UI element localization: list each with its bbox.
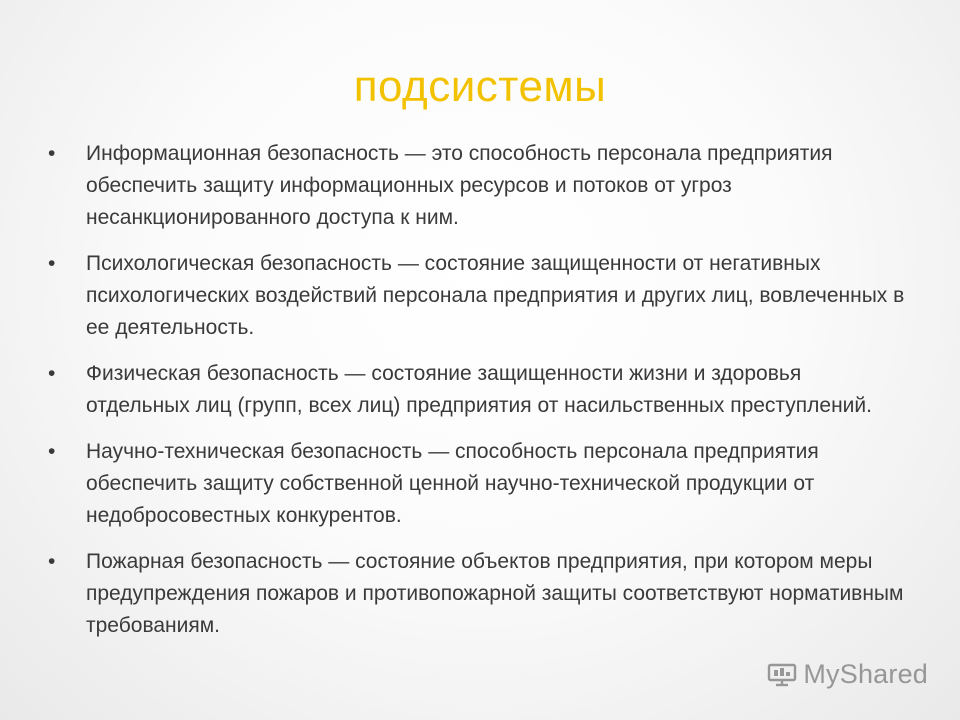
bullet-marker: • (48, 362, 56, 385)
presentation-board-icon (767, 663, 797, 687)
slide-title: подсистемы (353, 62, 607, 111)
bullet-marker: • (48, 252, 56, 275)
bullet-list (48, 138, 908, 656)
bullet-text: Информационная безопасность — это способность персонала предприятия обеспечить защиту информационных ресурсов и потоков от угроз несанкционированного доступа к ним. (86, 142, 833, 229)
bullet-marker: • (48, 440, 56, 463)
bullet-text: Научно-техническая безопасность — способность персонала предприятия обеспечить защиту собственной ценной научно-технической продукции от недобросовестных конкурентов. (86, 440, 819, 527)
list-item (48, 248, 908, 344)
list-item (48, 436, 908, 532)
list-item (48, 138, 908, 234)
bullet-marker: • (48, 550, 56, 573)
bullet-marker: • (48, 142, 56, 165)
bullet-text: Психологическая безопасность — состояние защищенности от негативных психологических воздействий персонала предприятия и других лиц, вовлеченных в ее деятельность. (86, 252, 905, 339)
watermark-text: MyShared (803, 659, 928, 689)
bullet-text: Физическая безопасность — состояние защищенности жизни и здоровья отдельных лиц (групп, всех лиц) предприятия от насильственных преступлений. (86, 362, 872, 417)
bullet-text: Пожарная безопасность — состояние объектов предприятия, при котором меры предупреждения пожаров и противопожарной защиты соответствуют нормативным требованиям. (86, 550, 904, 637)
list-item (48, 358, 908, 422)
watermark-logo (767, 659, 928, 690)
list-item (48, 546, 908, 642)
